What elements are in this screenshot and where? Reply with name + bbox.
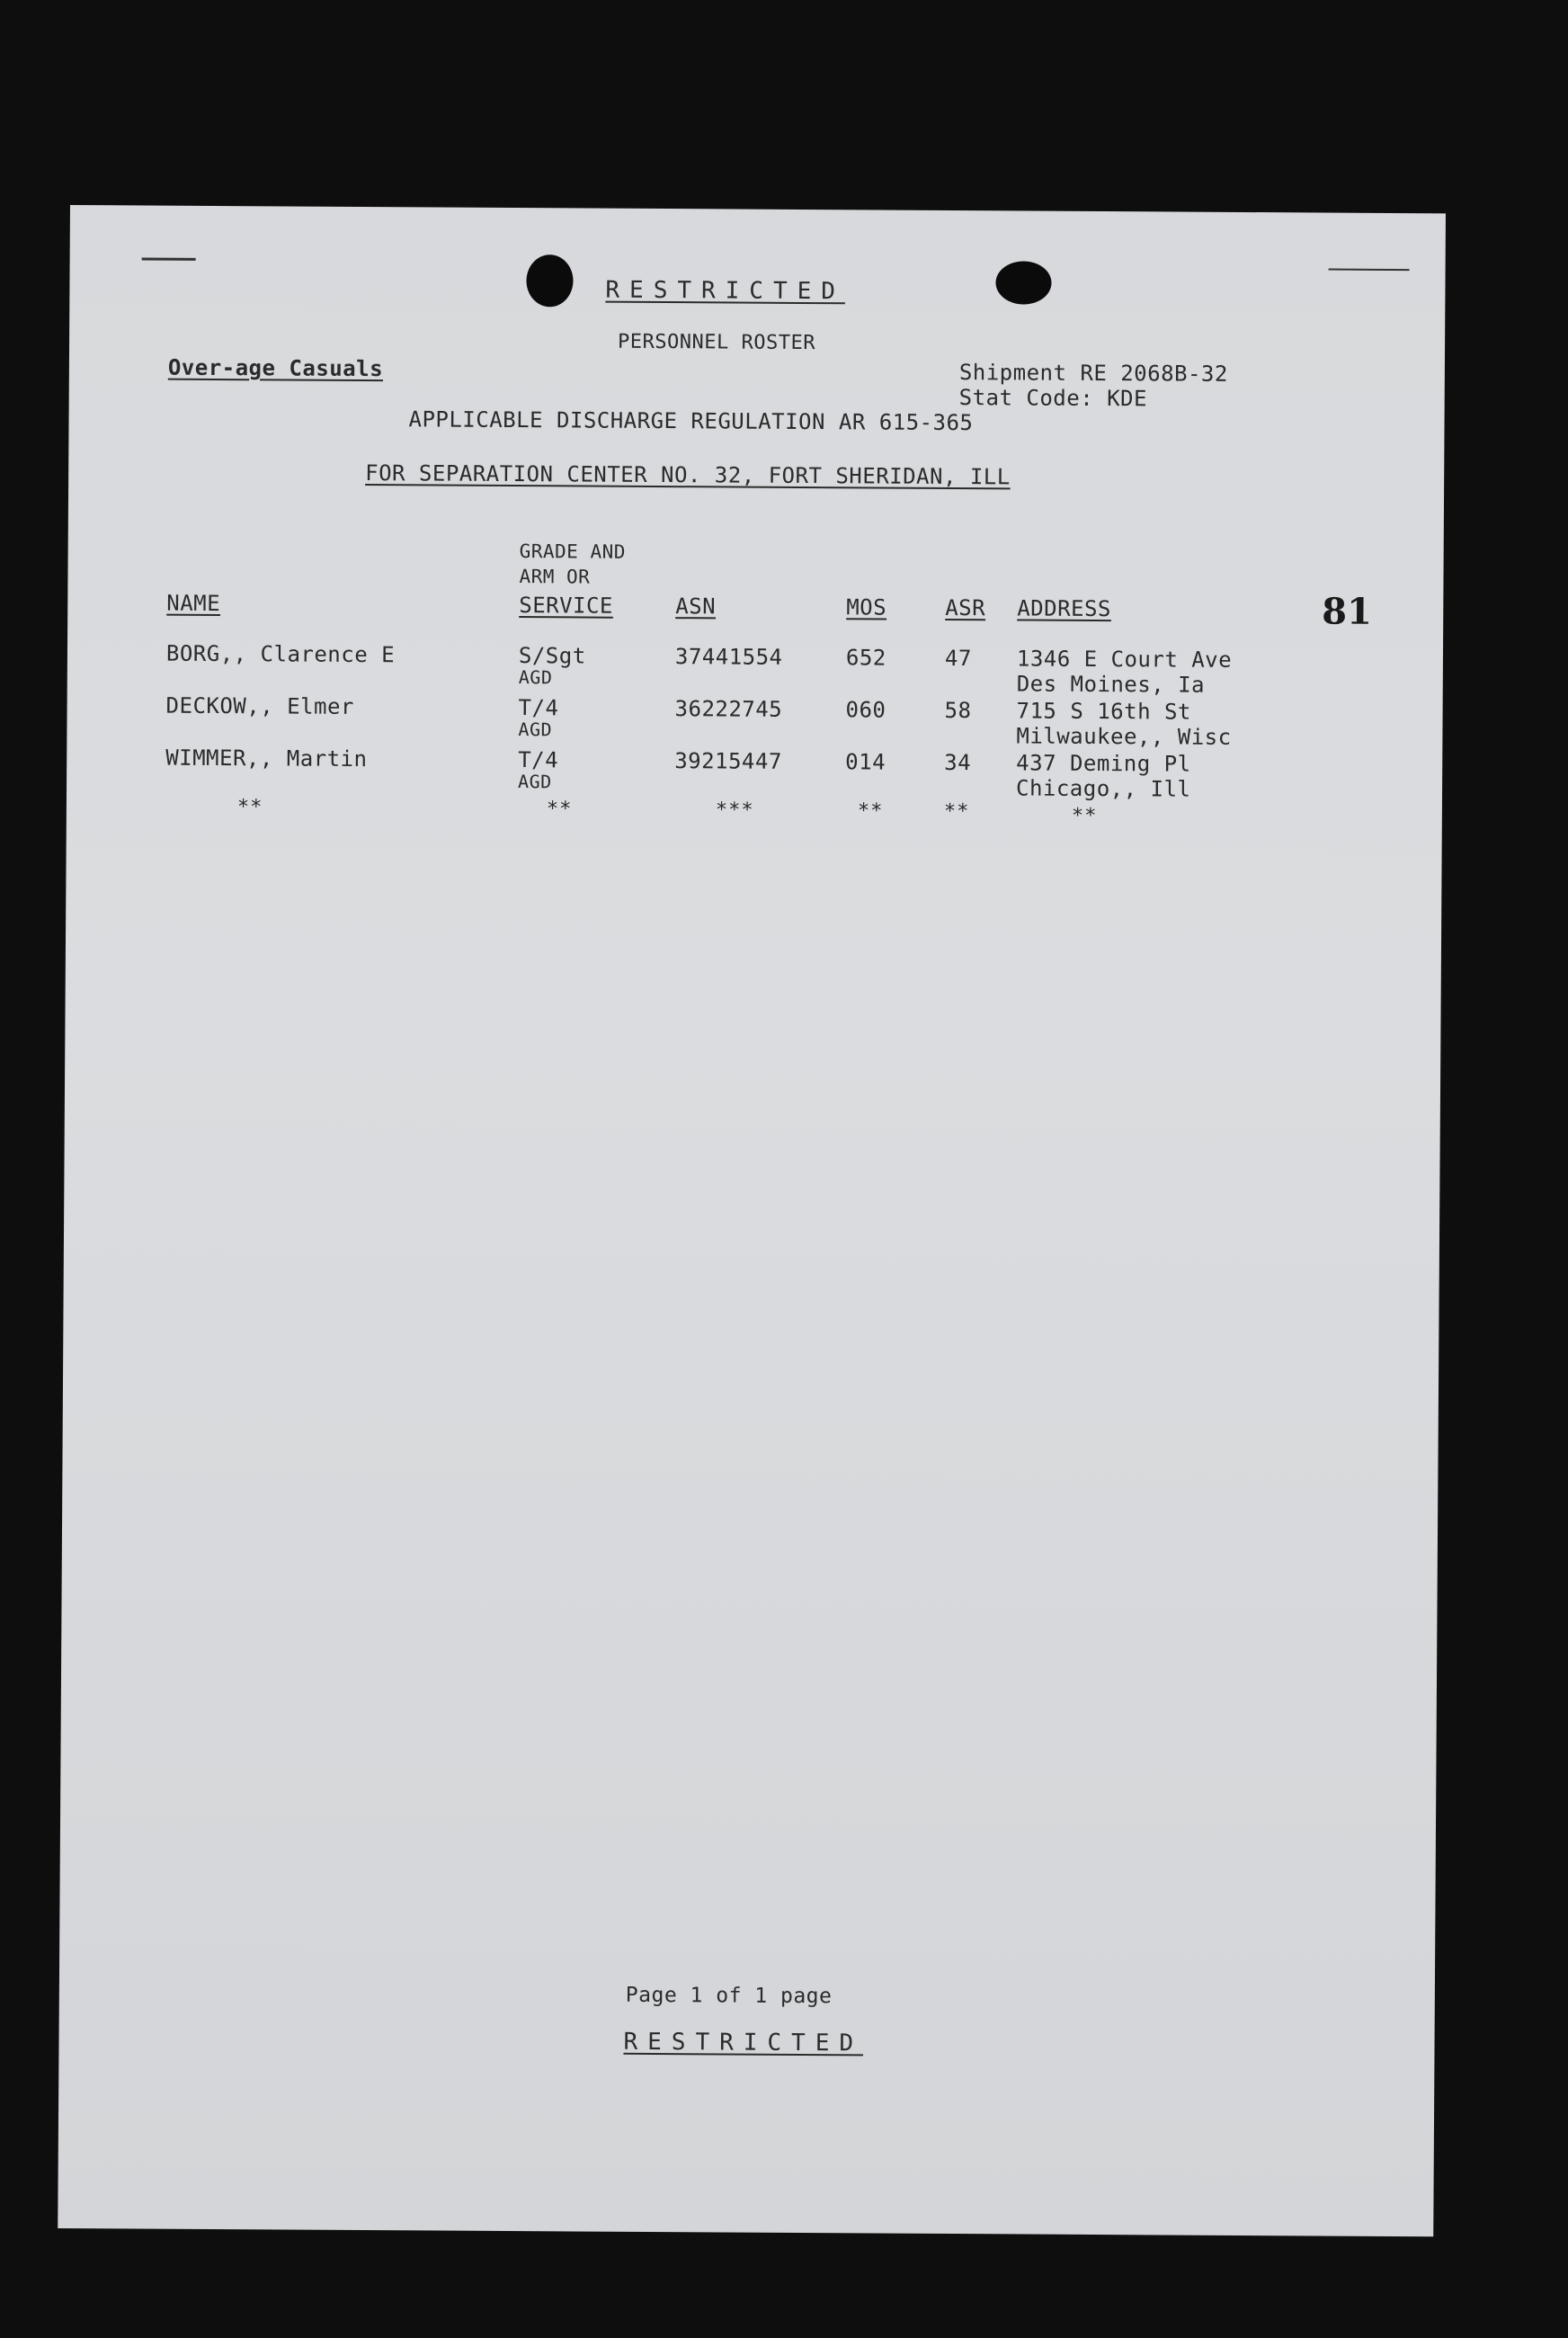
row-service: AGD: [518, 666, 553, 689]
separation-center: FOR SEPARATION CENTER NO. 32, FORT SHERIDAN, ILL: [365, 460, 1011, 490]
row-asr: 58: [944, 697, 972, 724]
classification-bottom: RESTRICTED: [623, 2028, 864, 2057]
col-grade-line3: SERVICE: [519, 593, 614, 619]
end-mark-asn: ***: [715, 799, 754, 822]
row-mos: 060: [845, 697, 886, 723]
row-grade: T/4: [518, 747, 559, 773]
stat-code: Stat Code: KDE: [958, 385, 1148, 412]
margin-mark-left: [142, 257, 196, 260]
col-mos: MOS: [846, 594, 887, 620]
row-name: WIMMER,, Martin: [165, 745, 368, 772]
row-address-line1: 1346 E Court Ave: [1016, 646, 1233, 673]
punch-hole-right: [995, 261, 1051, 304]
row-asn: 37441554: [674, 644, 783, 670]
row-grade: T/4: [518, 695, 559, 721]
row-name: BORG,, Clarence E: [165, 640, 396, 668]
group-label: Over-age Casuals: [167, 354, 384, 382]
end-mark-mos: **: [857, 799, 884, 823]
row-asr: 47: [944, 645, 972, 672]
page-number: 81: [1322, 590, 1373, 633]
end-mark-address: **: [1071, 804, 1098, 827]
row-address-line1: 437 Deming Pl: [1016, 750, 1191, 777]
col-grade-line1: GRADE AND: [519, 540, 627, 563]
row-grade: S/Sgt: [518, 643, 586, 669]
end-mark-grade: **: [546, 798, 573, 821]
page-of-count: Page 1 of 1 page: [625, 1983, 833, 2009]
document-page: [58, 205, 1446, 2236]
col-address: ADDRESS: [1017, 595, 1112, 622]
shipment-number: Shipment RE 2068B-32: [958, 360, 1228, 387]
row-address-line2: Des Moines, Ia: [1016, 671, 1206, 698]
classification-top: RESTRICTED: [605, 276, 846, 306]
row-asn: 36222745: [674, 696, 783, 722]
col-name: NAME: [166, 590, 221, 617]
row-address-line2: Chicago,, Ill: [1015, 775, 1191, 802]
row-address-line1: 715 S 16th St: [1016, 698, 1192, 725]
row-mos: 014: [845, 749, 886, 775]
roster-title: PERSONNEL ROSTER: [618, 330, 816, 355]
row-asr: 34: [944, 749, 972, 776]
col-asn: ASN: [675, 593, 717, 620]
row-name: DECKOW,, Elmer: [165, 692, 354, 719]
row-mos: 652: [845, 645, 886, 671]
end-mark-asr: **: [943, 799, 970, 824]
row-service: AGD: [518, 771, 552, 793]
end-mark-name: **: [236, 796, 263, 819]
row-service: AGD: [518, 718, 553, 741]
punch-hole-left: [526, 254, 573, 307]
col-grade-line2: ARM OR: [519, 566, 591, 588]
row-asn: 39215447: [674, 748, 782, 774]
row-address-line2: Milwaukee,, Wisc: [1016, 723, 1232, 750]
discharge-regulation: APPLICABLE DISCHARGE REGULATION AR 615-365: [408, 406, 974, 436]
margin-mark-right: [1329, 269, 1410, 272]
col-asr: ASR: [945, 594, 986, 621]
